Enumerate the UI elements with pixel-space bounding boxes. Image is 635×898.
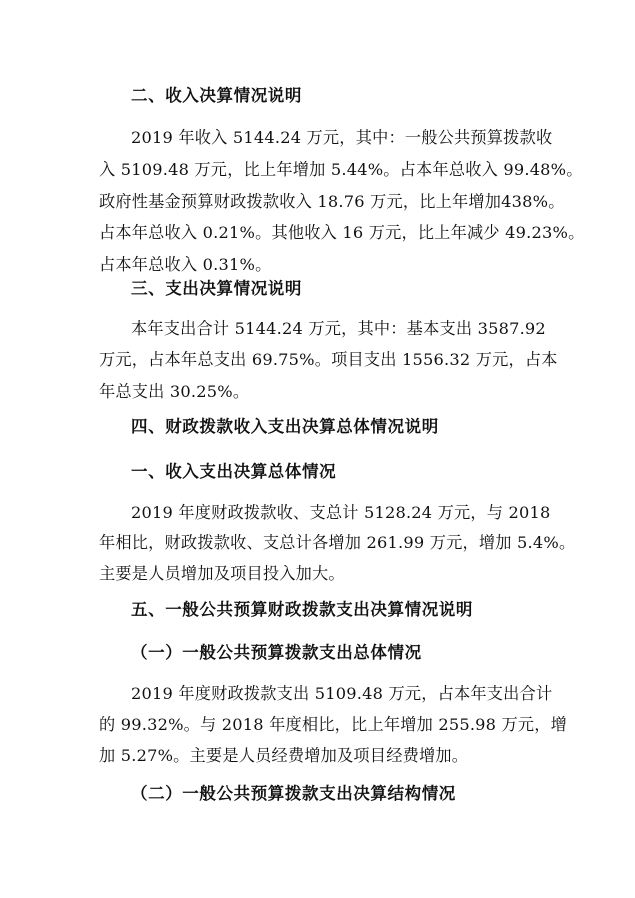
section-heading-general-budget: 五、一般公共预算财政拨款支出决算情况说明 bbox=[131, 600, 473, 619]
subsection-heading-general-overall: （一）一般公共预算拨款支出总体情况 bbox=[131, 643, 422, 662]
paragraph-line: 万元，占本年总支出 69.75%。项目支出 1556.32 万元，占本 bbox=[99, 350, 558, 369]
paragraph-line: 占本年总收入 0.21%。其他收入 16 万元，比上年减少 49.23%。 bbox=[99, 223, 585, 242]
paragraph-line: 2019 年度财政拨款支出 5109.48 万元，占本年支出合计 bbox=[131, 684, 553, 703]
subsection-heading-income-expenditure: 一、收入支出决算总体情况 bbox=[131, 462, 337, 481]
paragraph-line: 年相比，财政拨款收、支总计各增加 261.99 万元，增加 5.4%。 bbox=[99, 533, 576, 552]
section-heading-expenditure: 三、支出决算情况说明 bbox=[131, 279, 302, 298]
paragraph-line: 本年支出合计 5144.24 万元，其中：基本支出 3587.92 bbox=[131, 319, 546, 338]
section-heading-fiscal-overall: 四、财政拨款收入支出决算总体情况说明 bbox=[131, 417, 439, 436]
paragraph-line: 政府性基金预算财政拨款收入 18.76 万元，比上年增加438%。 bbox=[99, 192, 565, 211]
paragraph-line: 的 99.32%。与 2018 年度相比，比上年增加 255.98 万元，增 bbox=[99, 715, 568, 734]
paragraph-line: 主要是人员增加及项目投入加大。 bbox=[99, 564, 345, 583]
paragraph-line: 2019 年收入 5144.24 万元，其中：一般公共预算拨款收 bbox=[131, 128, 553, 147]
subsection-heading-general-structure: （二）一般公共预算拨款支出决算结构情况 bbox=[131, 784, 456, 803]
section-heading-income: 二、收入决算情况说明 bbox=[131, 86, 302, 105]
paragraph-line: 占本年总收入 0.31%。 bbox=[99, 255, 272, 274]
paragraph-line: 年总支出 30.25%。 bbox=[99, 382, 250, 401]
paragraph-line: 入 5109.48 万元，比上年增加 5.44%。占本年总收入 99.48%。 bbox=[99, 160, 583, 179]
paragraph-line: 加 5.27%。主要是人员经费增加及项目经费增加。 bbox=[99, 746, 469, 765]
paragraph-line: 2019 年度财政拨款收、支总计 5128.24 万元，与 2018 bbox=[131, 503, 551, 522]
